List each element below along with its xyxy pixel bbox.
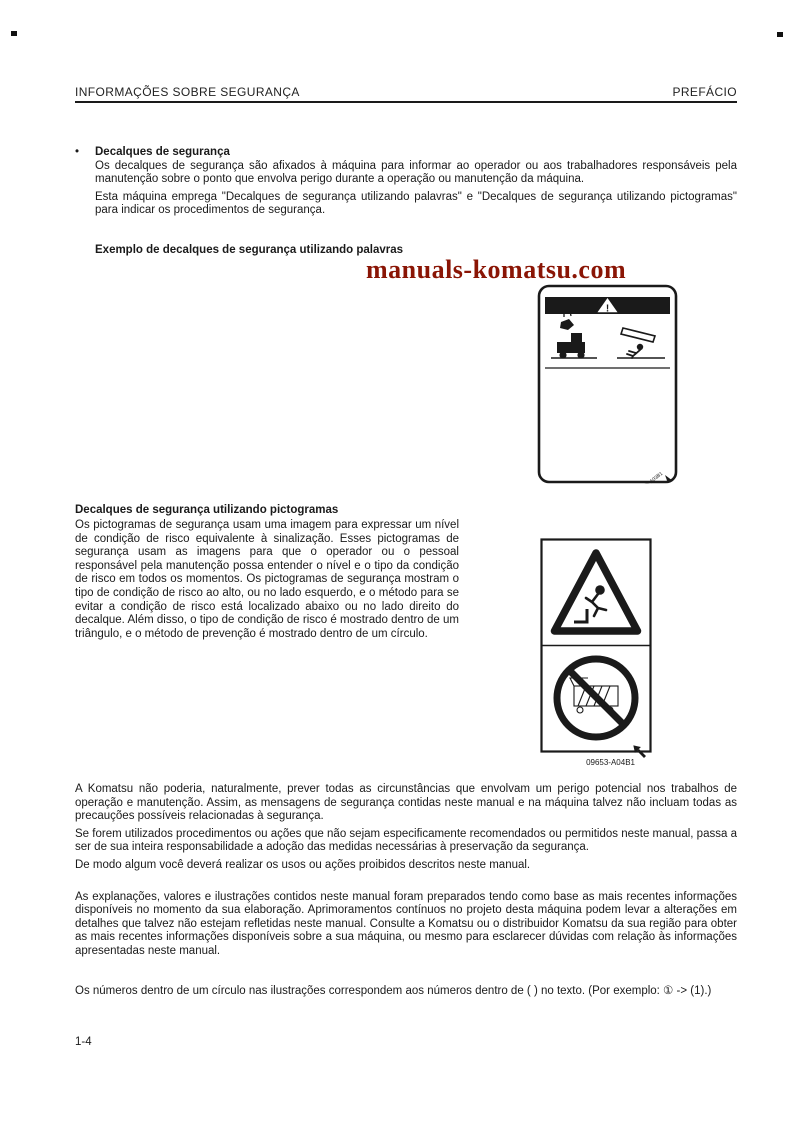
bullet-marker: • [75,146,80,158]
section-title: Decalques de segurança [95,146,230,158]
paragraph: Os números dentro de um círculo nas ilustrações correspondem aos números dentro de ( ) no texto. (Por exemplo: ① -> (1).) [75,984,712,997]
page-number: 1-4 [75,1036,92,1048]
example-heading: Exemplo de decalques de segurança utilizando palavras [95,243,404,256]
paragraph: Os pictogramas de segurança usam uma imagem para expressar um nível de condição de risco equivalente à sinalização. Esses pictogramas de segurança usam as imagens para que o operador ou o pessoal responsável pela manutenção possa entender o nível e o tipo da condição de risco em todos os momentos. Os pictogramas de segurança mostram o tipo de condição de risco ao alto, ou no lado esquerdo, e o método para se evitar a condição de risco está localizado abaixo ou no lado direito do decalque. Além disso, o tipo de condição de risco é mostrado dentro de um triângulo, e o método de prevenção é mostrado dentro de um círculo. [75,519,459,640]
word-decal-illustration [537,284,678,484]
decal-outline [539,286,676,482]
section-title: Decalques de segurança utilizando pictogramas [75,504,339,516]
section-title-row [75,146,737,160]
paragraph: Os decalques de segurança são afixados à máquina para informar ao operador ou aos trabalhadores responsáveis pela manutenção sobre o ponto que envolva perigo durante a operação ou manutenção da máquina. [95,159,737,186]
header-rule [75,101,737,103]
page-header [75,85,737,99]
paragraph: A Komatsu não poderia, naturalmente, prever todas as circunstâncias que envolvam um perigo potencial nos trabalhos de operação e manutenção. Assim, as mensagens de segurança contidas neste manual e na máquina talvez não incluam todas as precauções possíveis relacionadas à segurança. [75,783,737,823]
closing-paragraphs [75,783,737,1002]
exclamation-glyph: ! [605,303,610,315]
watermark: manuals-komatsu.com [366,255,627,284]
registration-mark [777,32,783,37]
paragraph: Esta máquina emprega "Decalques de segurança utilizando palavras" e "Decalques de segurança utilizando pictogramas" para indicar os procedimentos de segurança. [95,190,737,217]
picto-decal-svg [540,538,652,768]
section-body [95,160,737,256]
registration-mark [11,31,17,36]
header-chapter-title: PREFÁCIO [672,85,737,99]
paragraph: Se forem utilizados procedimentos ou ações que não sejam especificamente recomendados ou permitidos neste manual, passa a ser de sua inteira responsabilidade a adoção das medidas necessárias à preservação da segurança. [75,827,737,854]
paragraph: De modo algum você deverá realizar os usos ou ações proibidos descritos neste manual. [75,858,531,871]
header-section-title: INFORMAÇÕES SOBRE SEGURANÇA [75,85,300,99]
pictogram-decals-section [75,504,459,645]
paragraph: As explanações, valores e ilustrações contidos neste manual foram preparados tendo como base as mais recentes informações disponíveis no momento da sua elaboração. Aprimoramentos contínuos no projeto desta máquina podem levar a alterações em detalhes que talvez não estejam refletidas neste manual. Consulte a Komatsu ou o distribuidor Komatsu da sua região para obter as mais recentes informações disponíveis sobre a sua máquina, ou mesmo para esclarecer dúvidas com relação às informações apresentadas neste manual. [75,890,737,957]
svg-text:09653-A04B1: 09653-A04B1 [586,758,635,767]
safety-decals-section [75,146,737,256]
pictogram-decal-illustration [540,538,652,768]
word-decal-svg [537,284,678,484]
